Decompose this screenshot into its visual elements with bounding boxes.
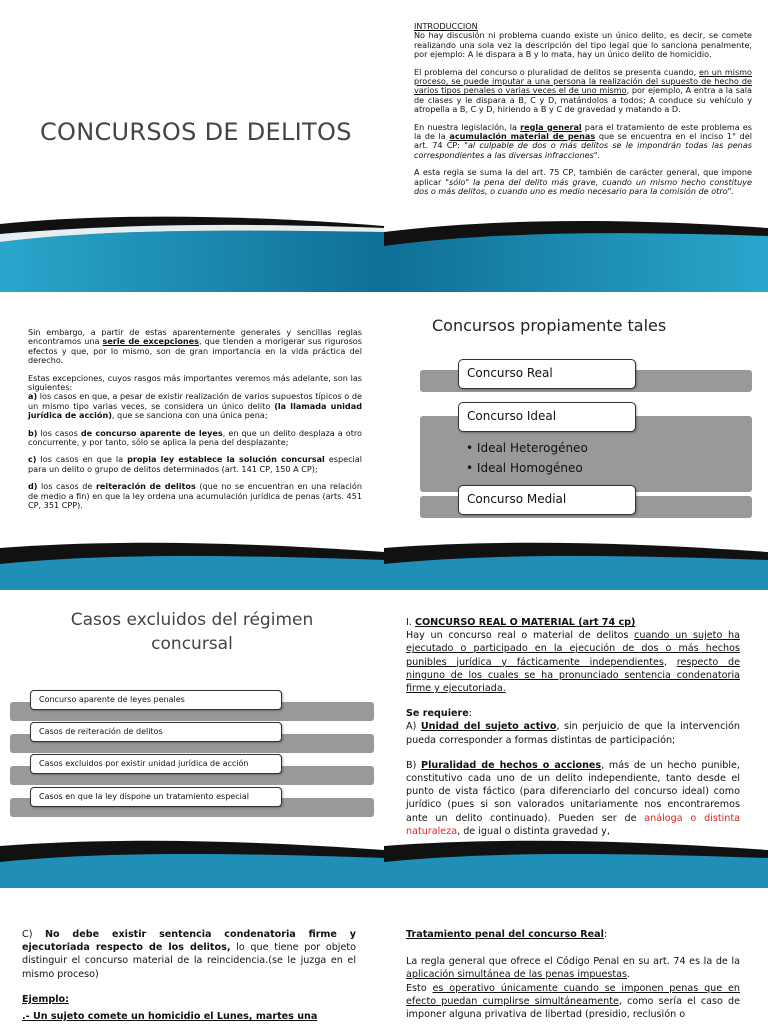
req-c: C) No debe existir sentencia condenatoria firme y ejecutoriada respecto de los delitos, lo que tiene por objeto distinguir el concurso material de la reincidencia.(se le juzga en el mismo proceso)	[22, 929, 356, 980]
excluido-item: Casos excluidos por existir unidad jurídica de acción	[30, 754, 282, 774]
slide-requisito-c	[0, 896, 384, 1024]
ideal-sublist	[466, 438, 588, 478]
concurso-real-heading: I. CONCURSO REAL O MATERIAL (art 74 cp)	[406, 617, 636, 628]
exc-a: a) los casos en que, a pesar de existir realización de varios supuestos típicos o de un mismo tipo varias veces, se considera un único delito (la llamada unidad jurídica de acción), que se sanciona con una única pena;	[28, 391, 362, 421]
intro-p4: A esta regla se suma la del art. 75 CP, también de carácter general, que impone aplicar "sólo" la pena del delito más grave, cuando un mismo hecho constituye dos o más delitos, o cuando uno es medio necesario para la comisión de otro".	[414, 167, 753, 197]
requisito-c-text	[22, 928, 356, 1023]
intro-p1: No hay discusión ni problema cuando existe un único delito, es decir, se comete realizando una sola vez la descripción del tipo legal que lo sanciona penalmente, por ejemplo: A le dispara a B y lo mata, hay un único delito de homicidio.	[414, 30, 752, 60]
cr-b: B) Pluralidad de hechos o acciones, más de un hecho punible, constitutivo cada uno de un delito independiente, tanto desde el punto de vista fáctico (para diferenciarlo del concurso ideal) como jurídico (pues si son valorados unitariamente nos encontraremos ante un delito continuado). Pueden ser de análoga o distinta naturaleza, de igual o distinta gravedad y,	[406, 759, 740, 837]
excepciones-text	[28, 328, 362, 519]
intro-heading: INTRODUCCION	[414, 21, 478, 31]
exc-c: c) los casos en que la propia ley establece la solución concursal especial para un delito o grupo de delitos determinados (art. 141 CP, 150 A CP);	[28, 454, 362, 474]
cr-a: A) Unidad del sujeto activo, sin perjuicio de que la intervención pueda corresponder a formas distintas de participación;	[406, 721, 741, 746]
decorative-swoosh	[384, 538, 768, 590]
exc-p2: Estas excepciones, cuyos rasgos más importantes veremos más adelante, son las siguientes:	[28, 372, 362, 393]
slide-tratamiento-penal	[384, 896, 768, 1024]
slide-title	[0, 0, 384, 292]
excluido-item: Casos en que la ley dispone un tratamiento especial	[30, 787, 282, 807]
slide-title-text: CONCURSOS DE DELITOS	[40, 118, 352, 146]
concursos-title: Concursos propiamente tales	[432, 316, 667, 335]
slide-concursos-propiamente	[384, 300, 768, 590]
decorative-swoosh	[384, 836, 768, 888]
intro-p3: En nuestra legislación, la regla general para el tratamiento de este problema es la de la acumulación material de penas que se encuentra en el inciso 1° del art. 74 CP: "al culpable de dos o más delitos se le impondrán todas las penas correspondientes a las diversas infracciones".	[414, 121, 752, 160]
cr-p1: Hay un concurso real o material de delitos cuando un sujeto ha ejecutado o participado en la ejecución de dos o más hechos punibles jurídica y fácticamente independientes, respecto de ninguno de los cuales se ha pronunciado sentencia condenatoria firme y ejecutoriada.	[406, 630, 741, 695]
exc-b: b) los casos de concurso aparente de leyes, en que un delito desplaza a otro concurrente, y por tanto, sólo se aplica la pena del desplazante;	[28, 427, 362, 448]
decorative-swoosh	[384, 202, 768, 292]
intro-p2: El problema del concurso o pluralidad de delitos se presenta cuando, en un mismo proceso, se puede imputar a una persona la realización del supuesto de hecho de varios tipos penales o varias veces el de uno mismo, por ejemplo, A entra a la sala de clases y le dispara a B, C y D, matándolos a todos; A conduce su vehículo y atropella a B, C y D, hiriendo a B y C de gravedad y matando a D.	[414, 66, 753, 115]
concurso-medial-box: Concurso Medial	[458, 485, 636, 515]
decorative-swoosh	[0, 836, 384, 888]
excluidos-title: Casos excluidos del régimen concursal	[70, 610, 314, 654]
cr-requiere: Se requiere:	[406, 708, 472, 720]
tp-p1: La regla general que ofrece el Código Penal en su art. 74 es la de la aplicación simultánea de las penas impuestas.	[406, 956, 740, 981]
ejemplo-heading: Ejemplo:	[22, 993, 69, 1005]
excluido-item: Concurso aparente de leyes penales	[30, 690, 282, 710]
sub-heterogeneo: • Ideal Heterogéneo	[466, 441, 588, 455]
slide-casos-excluidos	[0, 598, 384, 888]
concurso-ideal-box: Concurso Ideal	[458, 402, 636, 432]
slide-concurso-real	[384, 598, 768, 888]
tratamiento-text	[406, 928, 740, 1021]
decorative-swoosh	[0, 202, 384, 292]
ejemplo-text: .- Un sujeto comete un homicidio el Lunes, martes una	[22, 1011, 318, 1023]
concurso-real-text	[406, 616, 740, 838]
sub-homogeneo: • Ideal Homogéneo	[466, 461, 583, 475]
intro-text	[414, 22, 752, 205]
tp-p2: Esto es operativo únicamente cuando se imponen penas que en efecto puedan cumplirse simultáneamente, como sería el caso de imponer alguna privativa de libertad (presidio, reclusión o	[406, 982, 740, 1021]
concurso-real-box: Concurso Real	[458, 359, 636, 389]
slide-introduccion	[384, 0, 768, 292]
slide-excepciones	[0, 300, 384, 590]
tratamiento-heading: Tratamiento penal del concurso Real:	[406, 929, 608, 940]
exc-p1: Sin embargo, a partir de estas aparentemente generales y sencillas reglas encontramos una serie de excepciones, que tienden a morigerar sus rigurosos efectos y que, por lo mismo, son de gran importancia en la vida práctica del derecho.	[28, 327, 362, 366]
exc-d: d) los casos de reiteración de delitos (que no se encuentran en una relación de medio a fin) en que la ley ordena una acumulación jurídica de penas (arts. 451 CP, 351 CPP).	[28, 481, 363, 511]
excluido-item: Casos de reiteración de delitos	[30, 722, 282, 742]
decorative-swoosh	[0, 538, 384, 590]
